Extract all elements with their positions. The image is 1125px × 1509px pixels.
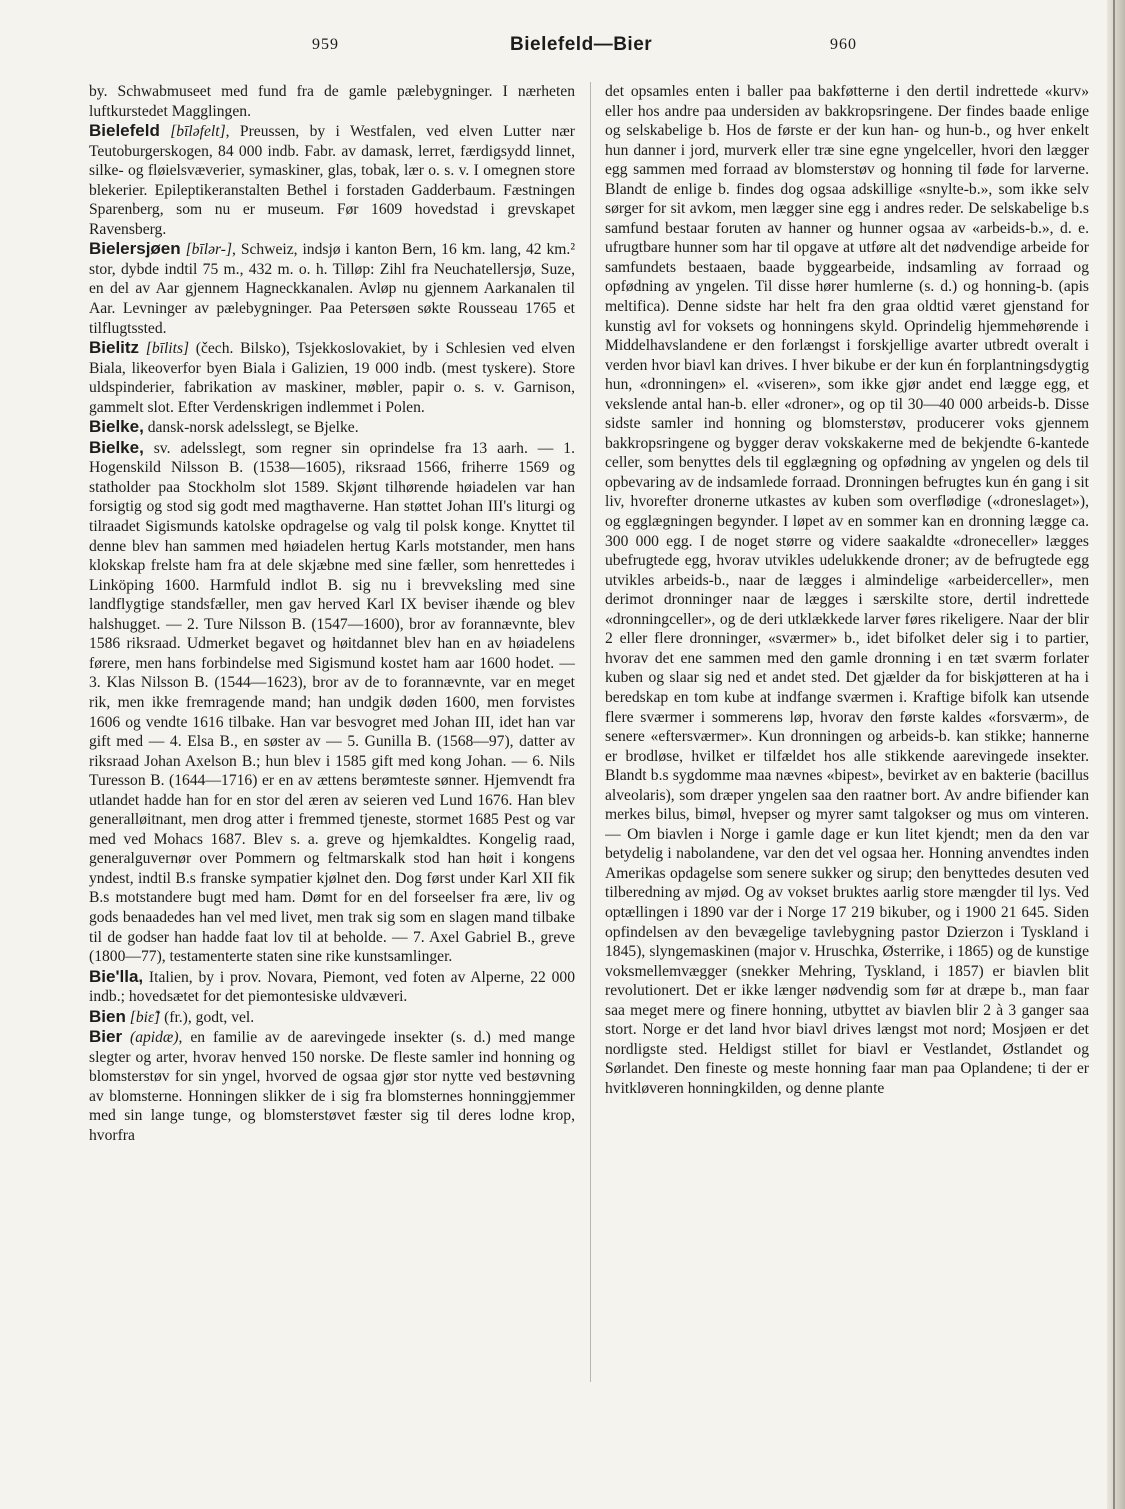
- entry-biella: [89, 967, 575, 1007]
- headword: Bielitz: [89, 338, 140, 358]
- entry-bien: [89, 1007, 575, 1028]
- book-page-edge: [1107, 0, 1125, 1509]
- entry-bielefeld: [89, 121, 575, 239]
- entry-bier: [89, 1027, 575, 1145]
- entry-text: , Preussen, by i Westfalen, ved elven Lutter nær Teutoburgerskogen, 84 000 indb. Fabr. av damask, lerret, færdigsydd linnet, silke- og fløielsvæverier, symaskiner, glas, tobak, lær o. s. v. I omegnen store blekerier. Epileptikeranstalten Bethel i forstaden Gadderbaum. Fæstningen Sparenberg, som nu er museum. Før 1609 hovedstad i grevskapet Ravensberg.: [89, 123, 575, 238]
- right-column: [605, 82, 1089, 1492]
- headword: Bielke,: [89, 437, 144, 457]
- headword: Bielke,: [89, 417, 144, 437]
- entry-text: , en familie av de aarevingede insekter (s. d.) med mange slegter og arter, hvorav henved 150 norske. De fleste samler ind honning og blomsterstøv for sin yngel, hvorved de ogsaa gjør stor nytte ved bestøvning av blomsterne. Honningen slikker de i sig fra blomsternes honninggjemmer med sin lange tunge, og blomsterstøvet fæster sig til deres lodne krop, hvorfra: [89, 1029, 575, 1144]
- headword: Bie'lla,: [89, 966, 144, 986]
- left-column: [89, 82, 575, 1492]
- entry-text: , Schweiz, indsjø i kanton Bern, 16 km. lang, 42 km.² stor, dybde indtil 75 m., 432 m. o. h. Tilløp: Zihl fra Neuchatellersjø, Suze, en del av Aar gjennem Hagneckkanalen. Avløp nu gjennem Aarkanalen til Aar. Levninger av pælebygninger. Paa Petersøen søkte Rousseau 1765 et tilflugtssted.: [89, 241, 575, 337]
- entry-text: (fr.), godt, vel.: [160, 1008, 255, 1026]
- entry-bielersjoen: [89, 239, 575, 338]
- entry-bielke-danish: [89, 417, 575, 438]
- column-divider: [590, 82, 591, 1382]
- headword: Bien: [89, 1006, 126, 1026]
- running-title: Bielefeld—Bier: [510, 34, 653, 55]
- entry-bielke-swedish: [89, 438, 575, 967]
- entry-text: Italien, by i prov. Novara, Piemont, ved foten av Alperne, 22 000 indb.; hovedsætet for det piemontesiske uldvæveri.: [89, 968, 575, 1006]
- entry-text: dansk-norsk adelsslegt, se Bjelke.: [143, 419, 359, 437]
- pronunciation: [bīləfelt]: [170, 123, 226, 141]
- entry-bielitz: [89, 338, 575, 417]
- entry-bier-continued: det opsamles enten i baller paa bakføtterne i den dertil indrettede «kurv» eller hos andre paa undersiden av bakkropsringene. Der findes baade enlige og selskabelige b. Hos de første er der kun han- og hun-b., og hver enkelt hun danner i jord, murverk eller træ sine egne yngelceller, hvori den lægger egg sammen med forraad av blomsterstøv og honning til føde for larverne. Blandt de enlige b. findes dog ogsaa adskillige «snylte-b.», som ikke selv sørger for sit avkom, men lægger sine egg i andres reder. De selskabelige b.s samfund bestaar foruten av hanner og hunner ogsaa av «arbeids-b.», d. e. ufrugtbare hunner som har til opgave at utføre alt det nødvendige arbeide for samfundets bestaaen, baade byggearbeide, indsamling av forraad og opfødning av yngelen. Til disse hører humlerne (s. d.) og honning-b. (apis meltifica). Denne sidste har helt fra den graa oldtid været gjenstand for kunstig avl for voksets og honningens skyld. Oprindelig hjemmehørende i Middelhavslandene er den forlængst i forskjellige avarter utbredt overalt i verden hvor biavl kan drives. I hver bikube er der kun én forplantningsdygtig hun, «dronningen» el. «viseren», som ikke gjør andet end lægge egg, et vekslende antal han-b. eller «droner», og op til 30—40 000 arbeids-b. Disse sidste samler ind honning og blomsterstøv, producerer voks gjennem bakkropsringene og bygger derav vokskakerne med de bekjendte 6-kantede celler, som benyttes dels til egglægning og opfødning av yngelen og dels til opbevaring av de indsamlede forraad. Dronningen befrugtes kun én gang i sit liv, hvorefter dronerne utkastes av kuben som overflødige («droneslaget»), og egglægningen begynder. I løpet av en sommer kan en dronning lægge ca. 300 000 egg. I de noget større og videre saakaldte «droneceller» lægges ubefrugtede egg, hvorav utvikles udelukkende droner; av de befrugtede egg utvikles arbeids-b., naar de lægges i almindelige «arbeiderceller», men derimot dronninger naar de lægges i særskilte store, dertil indrettede «dronningceller», og de deri utklækkede larver føres rikeligere. Naar der blir 2 eller flere dronninger, «sværmer» b., idet bifolket deler sig i to partier, hvorav det ene sammen med den gamle dronning i en tæt sværm forlater kuben og slaar sig ned et andet sted. Det gjælder da for biskjøtteren at ha i beredskap en tom kube at indfange sværmen i. Kraftige bifolk kan utsende flere sværmer i sommerens løp, hvorav den første kaldes «forsværm», de senere «eftersværmer». Kun dronningen og arbeids-b. kan stikke; hannerne er brodløse, hvilket er tilfældet hos alle stikkende aarevingede insekter. Blandt b.s sygdomme maa nævnes «bipest», bevirket av en bakterie (bacillus alveolaris), som dræper yngelen saa den raatner bort. Av andre bifiender kan merkes bilus, bimøl, hvepser og myrer samt talgokser og mus om vinteren. — Om biavlen i Norge i gamle dage er kun litet kjendt; men da den var betydelig i nabolandene, var den det vel ogsaa her. Honning anvendtes inden Amerikas opdagelse som senere sukker og sirup; den benyttedes desuten ved tilberedning av mjød. Og av vokset bruktes aarlig store mængder til lys. Ved optællingen i 1890 var der i Norge 17 219 bikuber, og i 1900 21 645. Siden opfindelsen av den bevægelige tavlebygning pastor Dzierzon i Tyskland i 1845), slyngemaskinen (major v. Hruschka, Østerrike, i 1865) og de kunstige voksmellemvægger (snekker Mehring, Tyskland, i 1857) er biavlen blit revolutionert. Det er ikke længer nødvendig som før at dræpe b., man faar saa meget mere og finere honning, utbyttet av biavlen blir 2 à 3 ganger saa stort. Norge er det land hvor biavl drives længst mot nord; Mosjøen er det nordligste sted. Heldigst stillet for biavl er Vestlandet, Østlandet og Sørlandet. Den fineste og meste honning faar man paa Oplandene; ti der er hvitkløveren honningkilden, og denne plante: [605, 83, 1089, 1097]
- left-page-number: 959: [312, 36, 339, 53]
- entry-text: sv. adelsslegt, som regner sin oprindelse fra 13 aarh. — 1. Hogenskild Nilsson B. (1538—1605), riksraad 1566, friherre 1569 og statholder paa Stockholm slot 1589. Skjønt tilhørende høiadelen var han forsigtig og stod sig godt med magthaverne. Han støttet Johan III's liturgi og tilraadet Sigismunds katolske opdragelse og valg til polsk konge. Knyttet til denne blev han sammen med høiadelen hertug Karls motstander, men hans klokskap frelste ham fra at dele skjæbne med sine fæller, som henrettedes i Linköping 1600. Harmfuld indlot B. sig nu i brevveksling med sine landflygtige standsfæller, men gav herved Karl IX beviser ihænde og blev halshugget. — 2. Ture Nilsson B. (1547—1600), bror av forannævnte, blev 1586 riksraad. Udmerket begavet og høitdannet blev han en av høiadelens førere, men hans forbindelse med Sigismund kostet ham aar 1600 hodet. — 3. Klas Nilsson B. (1544—1623), bror av de to forannævnte, var en meget rik, men ikke fremragende mand; han undgik døden 1600, men forvistes 1606 og vendte 1616 tilbake. Han var besvogret med Johan III, idet han var gift med — 4. Elsa B., en søster av — 5. Gunilla B. (1568—97), datter av riksraad Johan Axelson B.; hun blev i 1585 gift med kong Johan. — 6. Nils Turesson B. (1644—1716) er en av ættens berømteste sønner. Hjemvendt fra utlandet hadde han for en stor del æren av seieren ved Lund 1676. Han blev generalløitnant, men drog atter i fremmed tjeneste, stormet 1685 Pest og var med ved Mohacs 1687. Blev s. a. greve og hjemkaldtes. Kongelig raad, generalguvernør over Pommern og feltmarskalk stod han høit i kongens yndest, indtil B.s franske sympatier kjølnet den. Dog først under Karl XII fik B.s motstandere bugt med ham. Dømt for en del forseelser fra ære, liv og gods benaadedes han vel med livet, men trak sig som en slagen mand tilbake til de godser han hadde faat lov til at beholde. — 7. Axel Gabriel B., greve (1800—77), testamenterte staten sine rike kunstsamlinger.: [89, 439, 575, 966]
- pronunciation: [biɛ̃]: [129, 1008, 161, 1026]
- headword: Bielefeld: [89, 121, 160, 141]
- pronunciation: [bīlits]: [145, 340, 190, 358]
- entry-text: (čech. Bilsko), Tsjekkoslovakiet, by i Schlesien ved elven Biala, likeoverfor byen Biala i Galizien, 19 000 indb. (mest tyskere). Store uldspinderier, fabrikation av maskiner, møbler, papir o. s. v. Garnison, gammelt slot. Efter Verdenskrigen indlemmet i Polen.: [89, 340, 575, 416]
- pronunciation: [bīlər-]: [185, 241, 233, 259]
- headword: Bier: [89, 1027, 123, 1047]
- right-page-number: 960: [830, 36, 857, 53]
- continuation-text: by. Schwabmuseet med fund fra de gamle pælebygninger. I nærheten luftkurstedet Magglingen.: [89, 83, 575, 120]
- headword: Bielersjøen: [89, 239, 181, 259]
- pronunciation: (apidæ): [130, 1029, 179, 1047]
- page-header: [90, 36, 1090, 62]
